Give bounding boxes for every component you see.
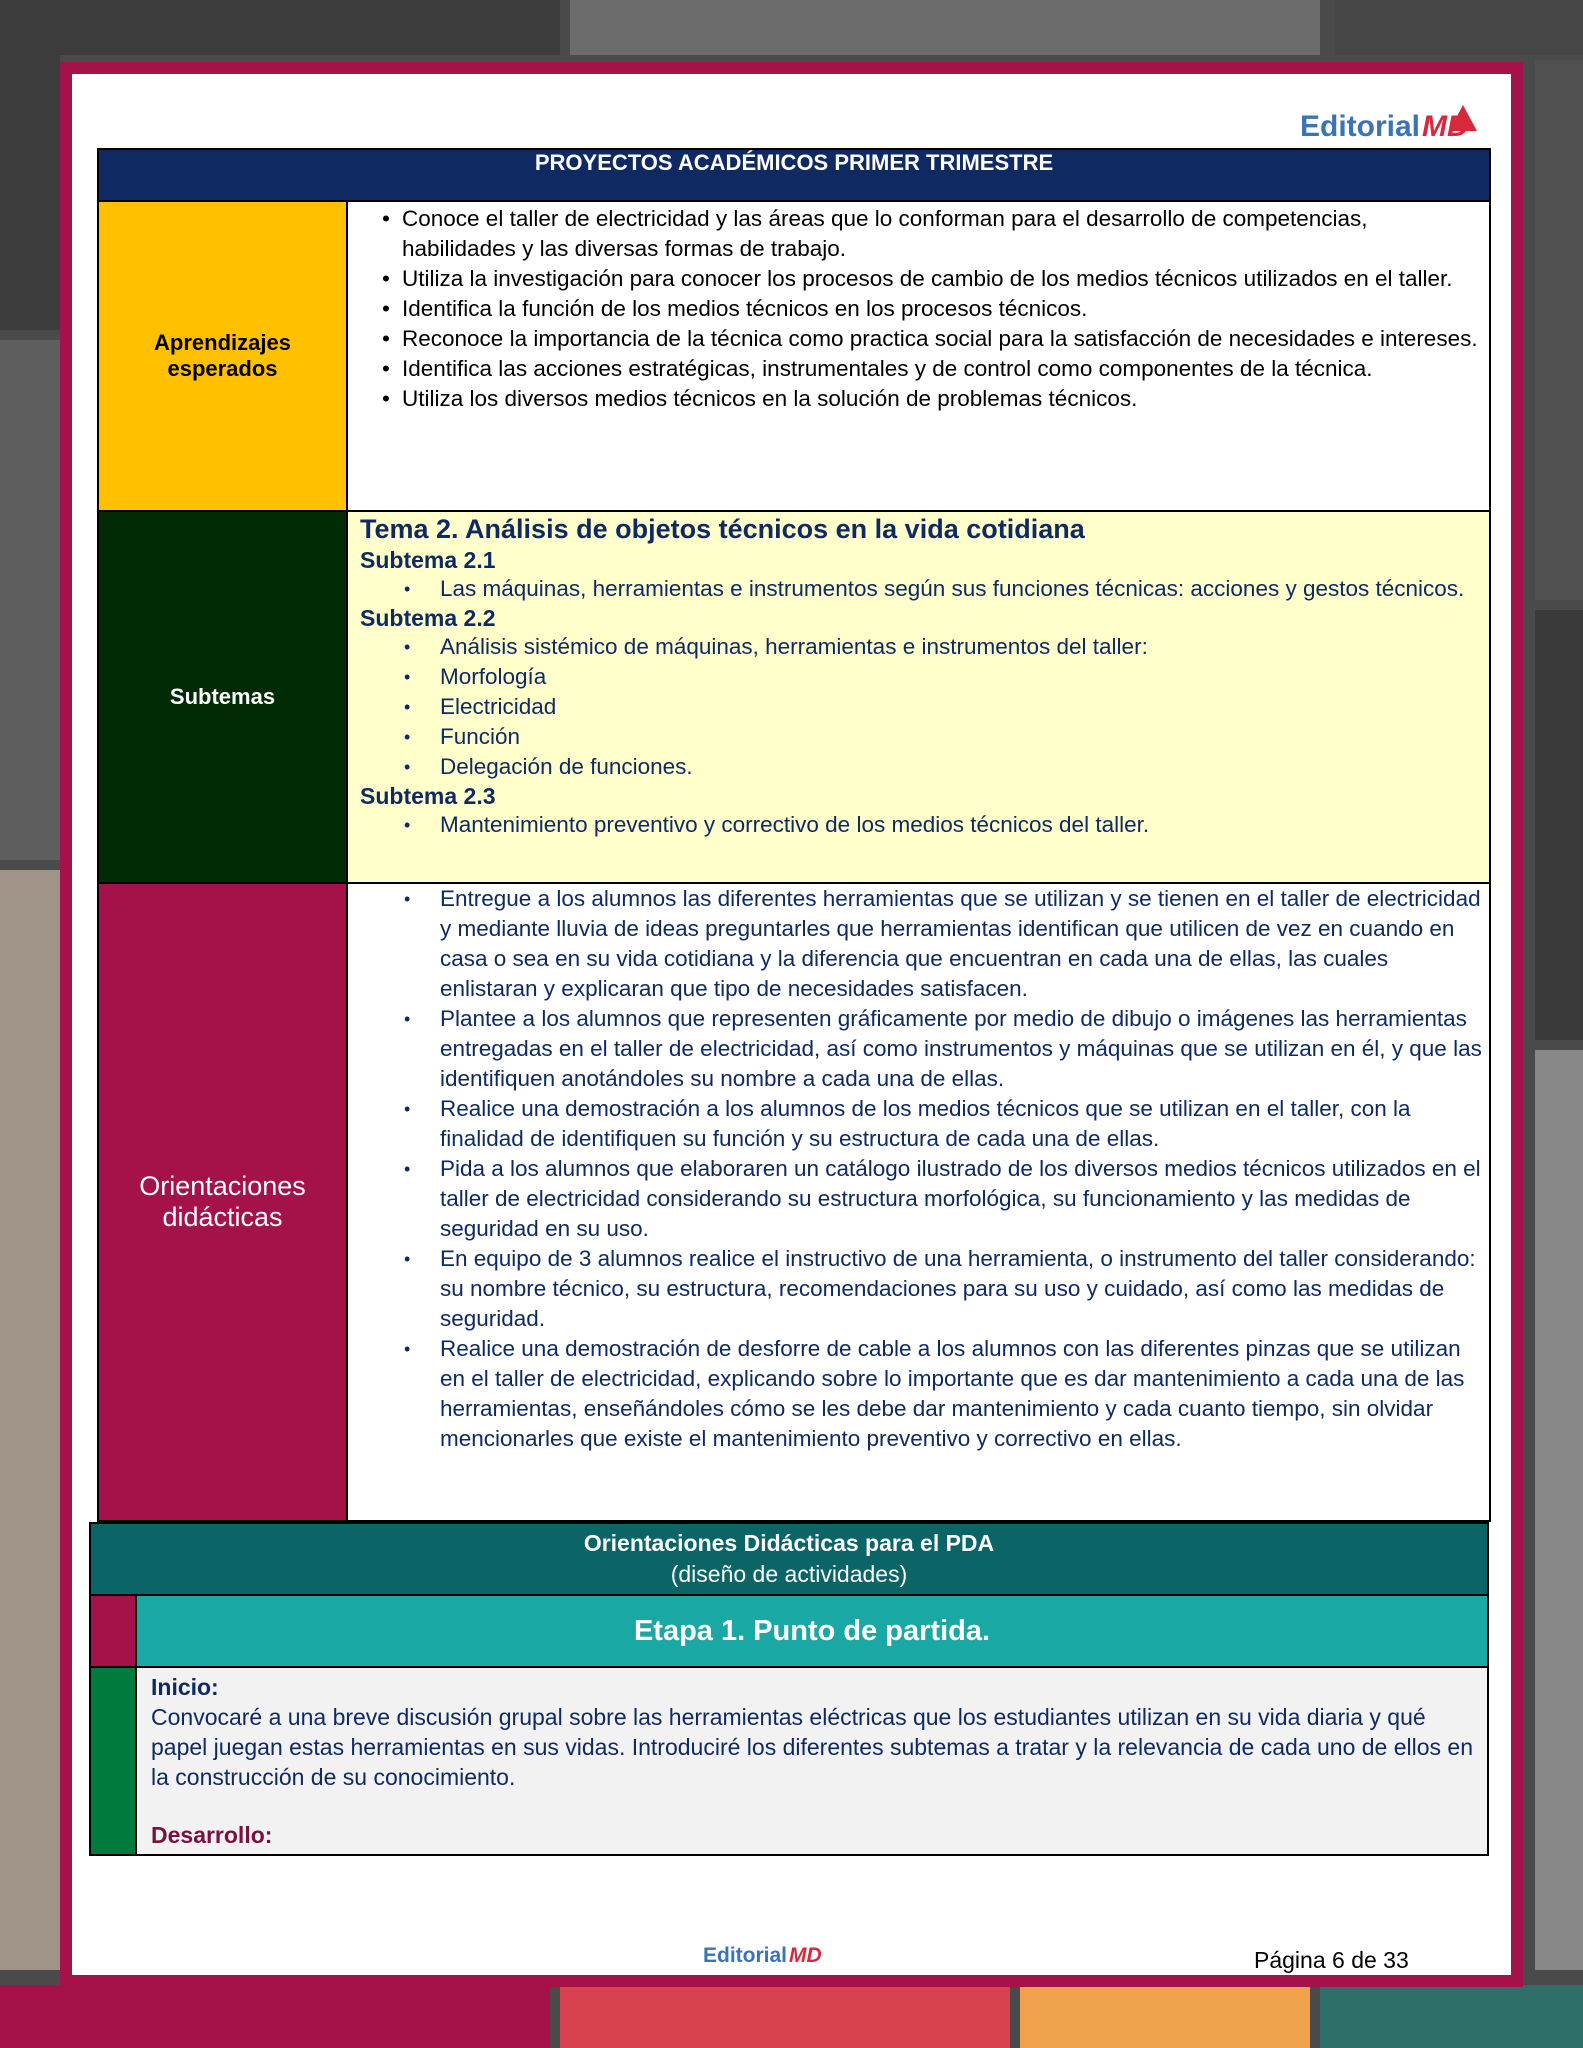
etapa-marker <box>90 1595 136 1667</box>
inicio-title: Inicio: <box>151 1674 219 1700</box>
subtemas-label: Subtemas <box>98 511 347 883</box>
orientaciones-content <box>347 883 1490 1521</box>
aprendizajes-content <box>347 201 1490 511</box>
etapa-title: Etapa 1. Punto de partida. <box>136 1595 1488 1667</box>
subtema-title: Subtema 2.3 <box>360 783 496 809</box>
background-block <box>570 0 1320 55</box>
editorial-logo <box>1300 110 1477 144</box>
pda-title: Orientaciones Didácticas para el PDA <box>583 1530 995 1556</box>
logo-mark: MD <box>789 1944 822 1967</box>
orientaciones-list <box>360 884 1485 1454</box>
logo-mark: MD <box>1422 110 1469 143</box>
background-block <box>1020 1985 1310 2048</box>
background-block <box>0 1985 550 2048</box>
list-item: • Entregue a los alumnos las diferentes herramientas que se utilizan y se tienen en el taller de electricidad y mediante lluvia de ideas preguntarles que herramientas identifican que utilicen de vez en cuando en casa o sea en su vida cotidiana y la diferencia que encuentran en cada una de ellas, las cuales enlistaran y explicaran que tipo de necesidades satisfacen. <box>360 884 1485 1004</box>
subtema-list <box>360 810 1485 840</box>
inicio-section <box>136 1667 1488 1855</box>
footer-logo <box>703 1944 822 1968</box>
list-item: • Utiliza la investigación para conocer los procesos de cambio de los medios técnicos utilizados en el taller. <box>370 264 1485 294</box>
page-number: Página 6 de 33 <box>1254 1947 1409 1973</box>
list-item: • Plantee a los alumnos que representen gráficamente por medio de dibujo o imágenes las herramientas entregadas en el taller de electricidad, así como instrumentos y máquinas que se utilizan en él, y que las identifiquen anotándoles su nombre a cada una de ellas. <box>360 1004 1485 1094</box>
list-item: • Delegación de funciones. <box>360 752 1485 782</box>
background-block <box>0 340 60 860</box>
subtema-list <box>360 632 1485 782</box>
background-block <box>560 1985 1010 2048</box>
tema-title: Tema 2. Análisis de objetos técnicos en la vida cotidiana <box>360 514 1085 544</box>
list-item: • Identifica las acciones estratégicas, instrumentales y de control como componentes de la técnica. <box>370 354 1485 384</box>
background-block <box>0 0 60 330</box>
list-item: • Reconoce la importancia de la técnica como practica social para la satisfacción de necesidades e intereses. <box>370 324 1485 354</box>
logo-text: Editorial <box>1300 110 1421 143</box>
background-block <box>0 870 60 1970</box>
background-block <box>60 0 560 55</box>
subtema-list <box>360 574 1485 604</box>
subtema-title: Subtema 2.2 <box>360 605 496 631</box>
background-block <box>1535 60 1583 600</box>
background-block <box>1535 1050 1583 1970</box>
desarrollo-title: Desarrollo: <box>151 1822 273 1848</box>
list-item: • Morfología <box>360 662 1485 692</box>
list-item: • Las máquinas, herramientas e instrumentos según sus funciones técnicas: acciones y gestos técnicos. <box>360 574 1485 604</box>
logo-text: Editorial <box>703 1944 788 1967</box>
projects-table <box>97 148 1491 1522</box>
list-item: • Mantenimiento preventivo y correctivo de los medios técnicos del taller. <box>360 810 1485 840</box>
subtemas-content <box>347 511 1490 883</box>
aprendizajes-list <box>362 204 1485 414</box>
list-item: • En equipo de 3 alumnos realice el instructivo de una herramienta, o instrumento del taller considerando: su nombre técnico, su estructura, recomendaciones para su uso y cuidado, así como las medidas de seguridad. <box>360 1244 1485 1334</box>
subtema-title: Subtema 2.1 <box>360 547 496 573</box>
background-block <box>1320 1985 1583 2048</box>
orientaciones-label-text: Orientaciones didácticas <box>139 1171 306 1232</box>
list-item: • Función <box>360 722 1485 752</box>
inicio-text: Convocaré a una breve discusión grupal sobre las herramientas eléctricas que los estudiantes utilizan en su vida diaria y qué papel juegan estas herramientas en sus vidas. Introduciré los diferentes subtemas a tratar y la relevancia de cada uno de ellos en la construcción de su conocimiento. <box>151 1704 1473 1790</box>
list-item: • Realice una demostración de desforre de cable a los alumnos con las diferentes pinzas que se utilizan en el taller de electricidad, explicando sobre lo importante que es dar mantenimiento a cada una de las herramientas, enseñándoles cómo se les debe dar mantenimiento y cada cuanto tiempo, sin olvidar mencionarles que existe el mantenimiento preventivo y correctivo en ellas. <box>360 1334 1485 1454</box>
background-block <box>1335 0 1583 55</box>
inicio-marker <box>90 1667 136 1855</box>
list-item: • Conoce el taller de electricidad y las áreas que lo conforman para el desarrollo de competencias, habilidades y las diversas formas de trabajo. <box>370 204 1485 264</box>
aprendizajes-label: Aprendizajes esperados <box>98 201 347 511</box>
pda-subtitle: (diseño de actividades) <box>670 1561 908 1587</box>
list-item: • Análisis sistémico de máquinas, herramientas e instrumentos del taller: <box>360 632 1485 662</box>
list-item: • Utiliza los diversos medios técnicos en la solución de problemas técnicos. <box>370 384 1485 414</box>
orientaciones-label <box>98 883 347 1521</box>
list-item: • Realice una demostración a los alumnos de los medios técnicos que se utilizan en el taller, con la finalidad de identifiquen su función y su estructura de cada una de ellas. <box>360 1094 1485 1154</box>
list-item: • Electricidad <box>360 692 1485 722</box>
pda-header <box>90 1523 1488 1595</box>
pda-table <box>89 1522 1489 1856</box>
background-block <box>1535 610 1583 1040</box>
list-item: • Identifica la función de los medios técnicos en los procesos técnicos. <box>370 294 1485 324</box>
table-title: PROYECTOS ACADÉMICOS PRIMER TRIMESTRE <box>98 149 1490 201</box>
list-item: • Pida a los alumnos que elaboraren un catálogo ilustrado de los diversos medios técnicos utilizados en el taller de electricidad considerando su estructura morfológica, su funcionamiento y las medidas de seguridad en su uso. <box>360 1154 1485 1244</box>
logo-chevron-icon <box>1449 105 1477 131</box>
